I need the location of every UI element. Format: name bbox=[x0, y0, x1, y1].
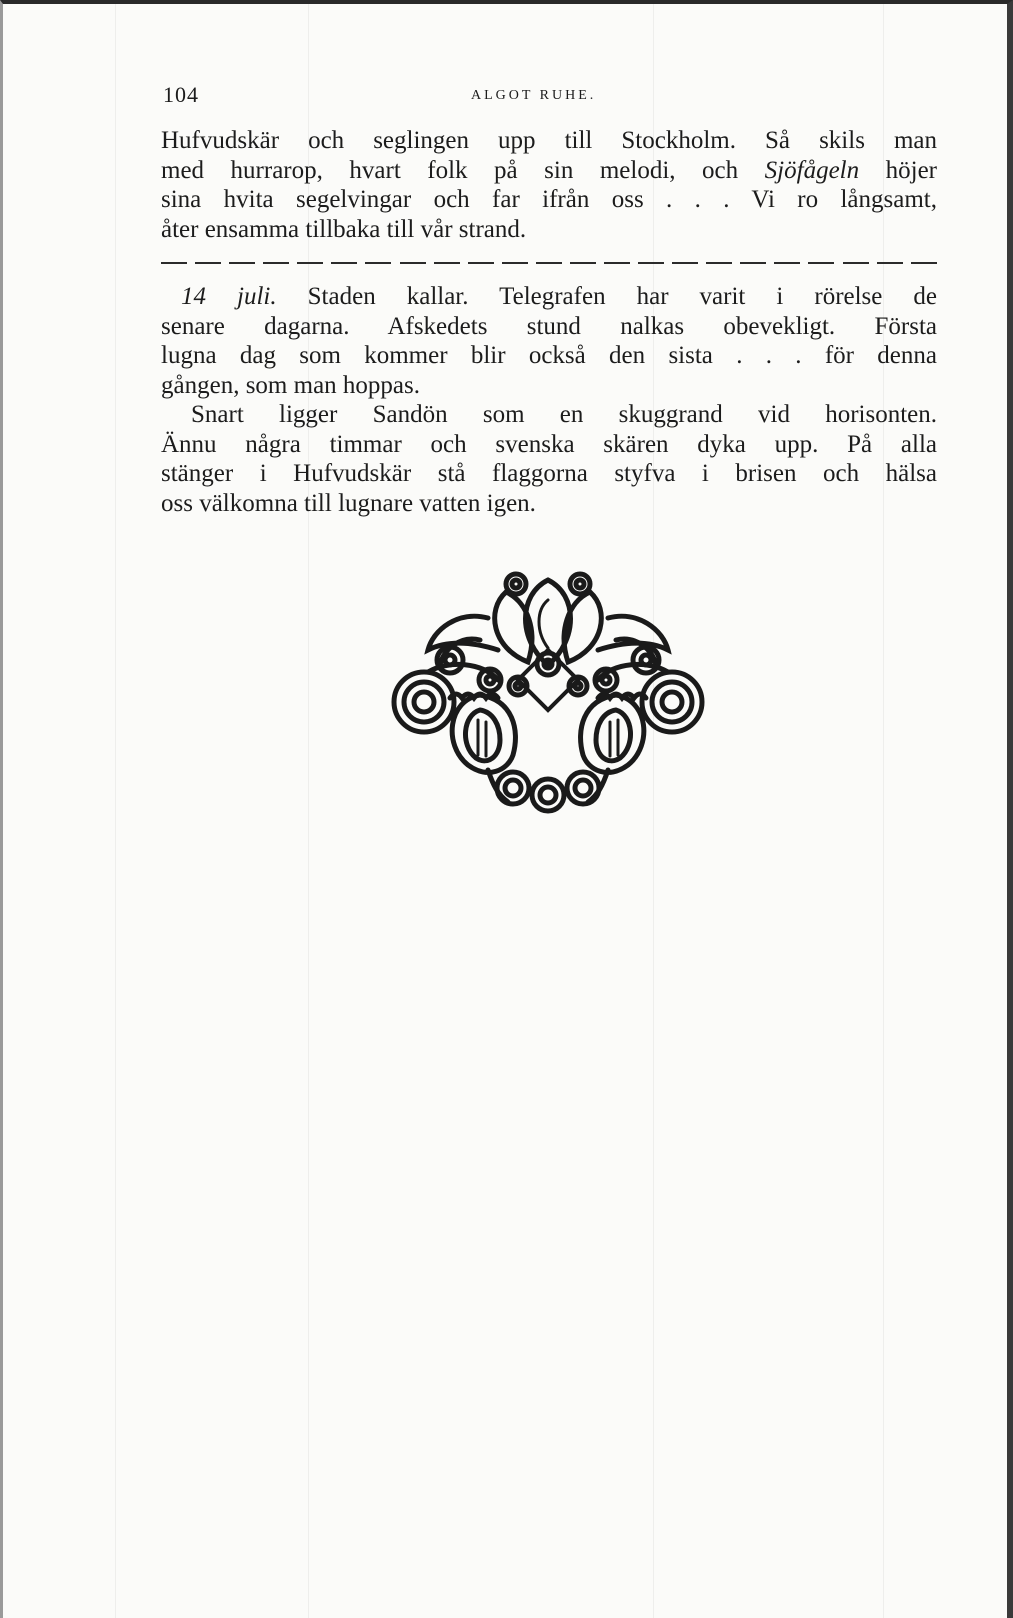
text-line: oss välkomna till lugnare vatten igen. bbox=[161, 489, 536, 517]
text-segment: höjer bbox=[859, 156, 937, 184]
page-crease bbox=[115, 4, 116, 1618]
body-text bbox=[161, 126, 937, 518]
text-line bbox=[161, 282, 937, 312]
floral-paisley-vignette-icon bbox=[388, 570, 708, 820]
boat-name: Sjöfågeln bbox=[764, 156, 860, 184]
entry-date: 14 juli. bbox=[181, 283, 277, 310]
text-line: Hufvudskär och seglingen upp till Stockholm. Så skils man bbox=[161, 127, 937, 154]
paragraph-2 bbox=[161, 282, 937, 400]
running-head: ALGOT RUHE. bbox=[471, 88, 597, 103]
text-line: senare dagarna. Afskedets stund nalkas obevekligt. Första bbox=[161, 312, 937, 340]
text-line: lugna dag som kommer blir också den sista . . . för denna bbox=[161, 342, 937, 369]
text-segment: med hurrarop, hvart folk på sin melodi, och bbox=[161, 156, 765, 184]
text-line bbox=[161, 156, 937, 186]
text-segment: Staden kallar. Telegrafen har varit i rörelse de bbox=[276, 283, 938, 310]
page-number: 104 bbox=[163, 82, 199, 107]
text-line: Ännu några timmar och svenska skären dyka upp. På alla bbox=[161, 430, 937, 458]
paragraph-3 bbox=[161, 400, 937, 518]
text-line: sina hvita segelvingar och far ifrån oss . . . Vi ro långsamt, bbox=[161, 186, 937, 213]
text-line: Snart ligger Sandön som en skuggrand vid horisonten. bbox=[191, 401, 937, 428]
text-line: stänger i Hufvudskär stå flaggorna styfva i brisen och hälsa bbox=[161, 460, 937, 487]
text-line: åter ensamma tillbaka till vår strand. bbox=[161, 215, 527, 243]
text-line: gången, som man hoppas. bbox=[161, 371, 420, 399]
paragraph-1 bbox=[161, 126, 937, 244]
section-separator bbox=[161, 258, 937, 268]
